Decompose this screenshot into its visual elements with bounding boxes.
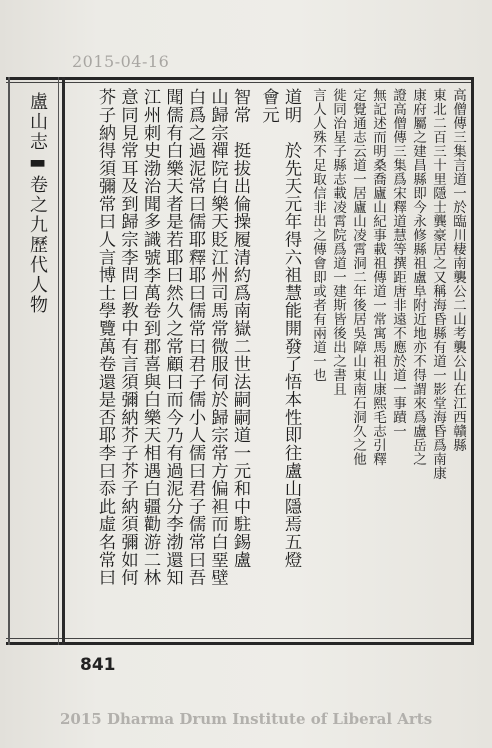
- text-column: 智常 挺拔出倫操履清約爲南嶽二世法嗣嗣道一元和中駐錫盧: [230, 88, 250, 569]
- text-column: 會元: [258, 88, 279, 124]
- text-column: 道明 於先天元年得六祖慧能開發了悟本性即往盧山隱焉五燈: [281, 88, 301, 569]
- main-text: [68, 88, 468, 636]
- text-column: 證高僧傳三集爲宋釋道慧等撰距唐非遠不應於道一事蹟一: [390, 88, 406, 438]
- text-column: 意同見常耳及到歸宗李問曰教中有言須彌納芥子芥子納須彌如何: [117, 88, 138, 587]
- text-column: 定覺通志云道一居廬山凌霄洞二年後居吳障山東南石洞久之他: [350, 88, 366, 466]
- text-column: 芥子納得須彌常曰人言博士學覽萬卷還是否耶李曰忝此虛名常曰: [95, 88, 115, 587]
- frame-left-border: [8, 77, 10, 645]
- text-column: 聞儒有白樂天者是若耶曰然久之常顧曰而今乃有過泥分李渤還知: [162, 88, 183, 587]
- text-column: 東北二百三十里隱士龔豪居之又稱海昏縣有道一影堂海昏爲南康: [430, 88, 446, 480]
- frame-bottom-border: [6, 642, 474, 645]
- running-head: 盧山志▬卷之九歷代人物: [27, 92, 48, 315]
- frame-bottom-inner-border: [6, 638, 474, 639]
- margin-divider: [62, 77, 65, 645]
- footer-copyright: 2015 Dharma Drum Institute of Liberal Arts: [60, 710, 433, 728]
- text-column: 江州刺史渤治聞多識號李萬卷到郡喜與白樂天相遇白疆勸游二林: [140, 88, 160, 587]
- frame-top-border: [6, 77, 474, 80]
- text-column: 無記述而明桑喬廬山紀事載祖傳道一常寓馬祖山康熙毛志引釋: [370, 88, 386, 466]
- page-number: 841: [80, 655, 116, 675]
- margin-divider-inner: [58, 77, 59, 645]
- frame-top-inner-border: [6, 82, 474, 83]
- watermark-date: 2015-04-16: [72, 52, 170, 71]
- text-column: 康府屬之建昌縣即今永修縣祖盧阜附近地亦不得謂來爲盧岳之: [410, 88, 426, 466]
- text-column: 高僧傳三集言道一於臨川棲南襲公二山考襲公山在江西贛縣: [450, 88, 466, 452]
- text-column: 山歸宗禪院白樂天貶江州司馬常微服伺於歸宗常方偏袒而白堊壁: [207, 88, 228, 587]
- text-column: 徙同治星子縣志載凌霄院爲道一建斯皆後出之書且: [330, 88, 346, 396]
- text-column: 白爲之過泥常曰儒耶釋耶曰儒常曰君子儒小人儒曰君子儒常曰吾: [185, 88, 205, 587]
- text-column: 言人人殊不足取信非出之傳會即或者有兩道一也: [310, 88, 326, 382]
- frame-right-border: [471, 77, 474, 645]
